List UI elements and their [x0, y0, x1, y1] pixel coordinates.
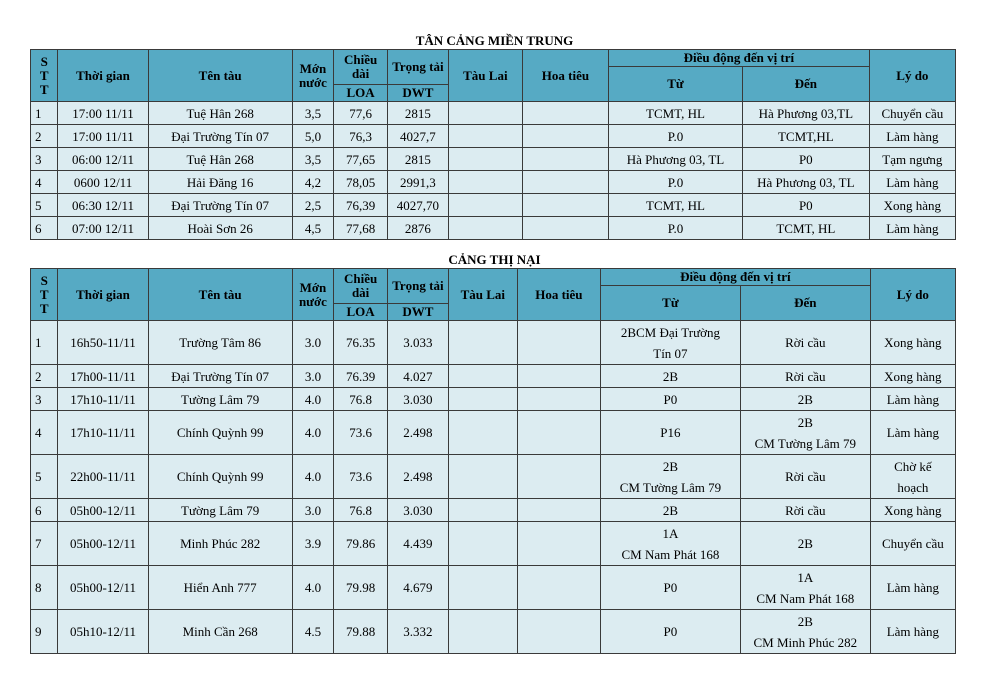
cell-reason: Làm hàng [870, 411, 955, 455]
cell-reason: Làm hàng [870, 388, 955, 411]
cell-stt: 7 [31, 522, 58, 566]
table-row [31, 566, 956, 610]
table-row [31, 411, 956, 455]
table-row [31, 455, 956, 499]
cell-tug [448, 171, 522, 194]
cell-pilot [522, 148, 608, 171]
cell-loa: 73.6 [334, 455, 388, 499]
cell-dwt: 3.030 [387, 388, 448, 411]
cell-stt: 1 [31, 102, 58, 125]
cell-tug [448, 321, 517, 365]
cell-ship: Hoài Sơn 26 [148, 217, 292, 240]
cell-time: 22h00-11/11 [58, 455, 148, 499]
cell-to: Hà Phương 03,TL [742, 102, 869, 125]
cell-to: P0 [742, 194, 869, 217]
cell-stt: 6 [31, 217, 58, 240]
header-ship: Tên tàu [148, 269, 292, 321]
table-row [31, 610, 956, 654]
cell-pilot [517, 388, 600, 411]
header-loa: LOA [334, 85, 388, 102]
cell-to: 1A CM Nam Phát 168 [740, 566, 870, 610]
cell-reason: Làm hàng [869, 125, 955, 148]
cell-loa: 73.6 [334, 411, 388, 455]
cell-draft: 3.0 [292, 499, 334, 522]
cell-tug [448, 217, 522, 240]
header-from: Từ [600, 286, 740, 321]
cell-dwt: 2876 [387, 217, 448, 240]
cell-ship: Tường Lâm 79 [148, 388, 292, 411]
cell-loa: 76,3 [334, 125, 388, 148]
cell-loa: 76.8 [334, 388, 388, 411]
cell-pilot [517, 610, 600, 654]
header-dispatch: Điều động đến vị trí [609, 50, 870, 67]
cell-ship: Đại Trường Tín 07 [148, 125, 292, 148]
cell-tug [448, 194, 522, 217]
cell-draft: 5,0 [292, 125, 334, 148]
cell-dwt: 2.498 [387, 411, 448, 455]
cell-dwt: 4.679 [387, 566, 448, 610]
cell-dwt: 4027,7 [387, 125, 448, 148]
cell-ship: Đại Trường Tín 07 [148, 194, 292, 217]
cell-dwt: 4.027 [387, 365, 448, 388]
cell-time: 06:30 12/11 [58, 194, 148, 217]
header-tug: Tàu Lai [448, 269, 517, 321]
cell-loa: 76.35 [334, 321, 388, 365]
cell-dwt: 2.498 [387, 455, 448, 499]
header-pilot: Hoa tiêu [522, 50, 608, 102]
cell-to: Rời cầu [740, 321, 870, 365]
cell-dwt: 2815 [387, 102, 448, 125]
cell-time: 17:00 11/11 [58, 102, 148, 125]
header-ship: Tên tàu [148, 50, 292, 102]
table-row [31, 148, 956, 171]
schedule-table-tan-cang [30, 49, 956, 240]
cell-dwt: 2815 [387, 148, 448, 171]
cell-from: P16 [600, 411, 740, 455]
cell-pilot [517, 411, 600, 455]
cell-reason: Xong hàng [870, 321, 955, 365]
header-load: Trọng tải [387, 50, 448, 85]
cell-dwt: 2991,3 [387, 171, 448, 194]
cell-ship: Minh Cần 268 [148, 610, 292, 654]
header-dispatch: Điều động đến vị trí [600, 269, 870, 286]
cell-from: TCMT, HL [609, 194, 743, 217]
cell-pilot [517, 499, 600, 522]
table-row [31, 194, 956, 217]
cell-stt: 3 [31, 148, 58, 171]
cell-stt: 8 [31, 566, 58, 610]
cell-reason: Xong hàng [870, 365, 955, 388]
cell-loa: 77,68 [334, 217, 388, 240]
cell-dwt: 3.332 [387, 610, 448, 654]
cell-from: 2BCM Đại Trường Tín 07 [600, 321, 740, 365]
cell-time: 07:00 12/11 [58, 217, 148, 240]
header-time: Thời gian [58, 50, 148, 102]
cell-stt: 4 [31, 171, 58, 194]
cell-to: Hà Phương 03, TL [742, 171, 869, 194]
header-dwt: DWT [387, 85, 448, 102]
cell-from: 1A CM Nam Phát 168 [600, 522, 740, 566]
header-draft: Mớn nước [292, 269, 334, 321]
cell-tug [448, 610, 517, 654]
cell-loa: 79.86 [334, 522, 388, 566]
cell-draft: 3.9 [292, 522, 334, 566]
cell-time: 05h10-12/11 [58, 610, 148, 654]
cell-to: 2B CM Tường Lâm 79 [740, 411, 870, 455]
table-row [31, 321, 956, 365]
cell-time: 05h00-12/11 [58, 499, 148, 522]
header-to: Đến [742, 67, 869, 102]
cell-stt: 5 [31, 194, 58, 217]
cell-reason: Làm hàng [870, 566, 955, 610]
cell-tug [448, 522, 517, 566]
cell-time: 17h10-11/11 [58, 388, 148, 411]
header-loa: LOA [334, 304, 388, 321]
cell-loa: 76.39 [334, 365, 388, 388]
cell-stt: 6 [31, 499, 58, 522]
cell-dwt: 4.439 [387, 522, 448, 566]
cell-pilot [522, 217, 608, 240]
cell-pilot [517, 365, 600, 388]
cell-from: P.0 [609, 171, 743, 194]
header-length: Chiều dài [334, 269, 388, 304]
cell-from: P.0 [609, 125, 743, 148]
cell-ship: Tường Lâm 79 [148, 499, 292, 522]
cell-stt: 3 [31, 388, 58, 411]
cell-from: Hà Phương 03, TL [609, 148, 743, 171]
cell-time: 0600 12/11 [58, 171, 148, 194]
cell-pilot [522, 125, 608, 148]
table-row [31, 388, 956, 411]
cell-from: 2B [600, 365, 740, 388]
header-load: Trọng tải [387, 269, 448, 304]
cell-ship: Tuệ Hân 268 [148, 102, 292, 125]
cell-loa: 77,6 [334, 102, 388, 125]
cell-pilot [517, 321, 600, 365]
cell-loa: 79.88 [334, 610, 388, 654]
cell-tug [448, 148, 522, 171]
cell-reason: Làm hàng [869, 171, 955, 194]
cell-draft: 4,5 [292, 217, 334, 240]
header-time: Thời gian [58, 269, 148, 321]
cell-loa: 77,65 [334, 148, 388, 171]
cell-from: TCMT, HL [609, 102, 743, 125]
header-from: Từ [609, 67, 743, 102]
cell-from: 2B [600, 499, 740, 522]
cell-reason: Làm hàng [869, 217, 955, 240]
header-dwt: DWT [387, 304, 448, 321]
header-to: Đến [740, 286, 870, 321]
cell-reason: Chuyển cầu [870, 522, 955, 566]
cell-draft: 4.0 [292, 411, 334, 455]
cell-reason: Tạm ngưng [869, 148, 955, 171]
cell-ship: Hiển Anh 777 [148, 566, 292, 610]
cell-ship: Hải Đăng 16 [148, 171, 292, 194]
cell-tug [448, 455, 517, 499]
cell-draft: 3.0 [292, 365, 334, 388]
cell-time: 17:00 11/11 [58, 125, 148, 148]
cell-reason: Xong hàng [869, 194, 955, 217]
cell-to: TCMT, HL [742, 217, 869, 240]
cell-ship: Chính Quỳnh 99 [148, 411, 292, 455]
cell-dwt: 3.033 [387, 321, 448, 365]
cell-loa: 76.8 [334, 499, 388, 522]
cell-reason: Chuyển cầu [869, 102, 955, 125]
cell-tug [448, 566, 517, 610]
cell-time: 17h10-11/11 [58, 411, 148, 455]
cell-draft: 4.0 [292, 455, 334, 499]
cell-from: 2B CM Tường Lâm 79 [600, 455, 740, 499]
cell-ship: Minh Phúc 282 [148, 522, 292, 566]
table-row [31, 171, 956, 194]
cell-to: TCMT,HL [742, 125, 869, 148]
header-draft: Mớn nước [292, 50, 334, 102]
cell-draft: 3,5 [292, 102, 334, 125]
table-row [31, 522, 956, 566]
cell-draft: 3.0 [292, 321, 334, 365]
cell-draft: 4.0 [292, 388, 334, 411]
cell-reason: Làm hàng [870, 610, 955, 654]
header-reason: Lý do [869, 50, 955, 102]
cell-from: P0 [600, 610, 740, 654]
cell-time: 05h00-12/11 [58, 566, 148, 610]
cell-from: P0 [600, 566, 740, 610]
cell-draft: 3,5 [292, 148, 334, 171]
cell-dwt: 3.030 [387, 499, 448, 522]
cell-stt: 4 [31, 411, 58, 455]
cell-to: Rời cầu [740, 455, 870, 499]
schedule-table-thi-nai [30, 268, 956, 654]
cell-loa: 76,39 [334, 194, 388, 217]
cell-loa: 79.98 [334, 566, 388, 610]
header-stt: S T T [31, 50, 58, 102]
cell-stt: 2 [31, 125, 58, 148]
cell-pilot [522, 102, 608, 125]
cell-stt: 5 [31, 455, 58, 499]
cell-time: 16h50-11/11 [58, 321, 148, 365]
cell-ship: Chính Quỳnh 99 [148, 455, 292, 499]
cell-pilot [517, 522, 600, 566]
cell-time: 06:00 12/11 [58, 148, 148, 171]
cell-tug [448, 411, 517, 455]
table-row [31, 499, 956, 522]
cell-tug [448, 365, 517, 388]
section-title-thi-nai: CẢNG THỊ NẠI [448, 252, 541, 267]
cell-to: P0 [742, 148, 869, 171]
table-row [31, 365, 956, 388]
header-tug: Tàu Lai [448, 50, 522, 102]
cell-tug [448, 102, 522, 125]
cell-to: Rời cầu [740, 365, 870, 388]
header-stt: S T T [31, 269, 58, 321]
cell-tug [448, 499, 517, 522]
cell-pilot [517, 455, 600, 499]
cell-ship: Trường Tâm 86 [148, 321, 292, 365]
cell-pilot [522, 194, 608, 217]
cell-to: 2B [740, 388, 870, 411]
cell-from: P0 [600, 388, 740, 411]
header-length: Chiều dài [334, 50, 388, 85]
cell-draft: 4,2 [292, 171, 334, 194]
cell-stt: 1 [31, 321, 58, 365]
section-title-tan-cang: TÂN CẢNG MIỀN TRUNG [415, 33, 574, 48]
cell-tug [448, 125, 522, 148]
cell-tug [448, 388, 517, 411]
cell-time: 17h00-11/11 [58, 365, 148, 388]
cell-draft: 4.5 [292, 610, 334, 654]
cell-pilot [517, 566, 600, 610]
cell-to: Rời cầu [740, 499, 870, 522]
cell-draft: 4.0 [292, 566, 334, 610]
header-reason: Lý do [870, 269, 955, 321]
header-pilot: Hoa tiêu [517, 269, 600, 321]
cell-ship: Đại Trường Tín 07 [148, 365, 292, 388]
cell-stt: 9 [31, 610, 58, 654]
cell-loa: 78,05 [334, 171, 388, 194]
cell-draft: 2,5 [292, 194, 334, 217]
cell-to: 2B [740, 522, 870, 566]
cell-reason: Chờ kế hoạch [870, 455, 955, 499]
cell-time: 05h00-12/11 [58, 522, 148, 566]
cell-from: P.0 [609, 217, 743, 240]
cell-to: 2B CM Minh Phúc 282 [740, 610, 870, 654]
cell-stt: 2 [31, 365, 58, 388]
cell-ship: Tuệ Hân 268 [148, 148, 292, 171]
table-row [31, 125, 956, 148]
table-row [31, 217, 956, 240]
cell-dwt: 4027,70 [387, 194, 448, 217]
cell-pilot [522, 171, 608, 194]
table-row [31, 102, 956, 125]
cell-reason: Xong hàng [870, 499, 955, 522]
